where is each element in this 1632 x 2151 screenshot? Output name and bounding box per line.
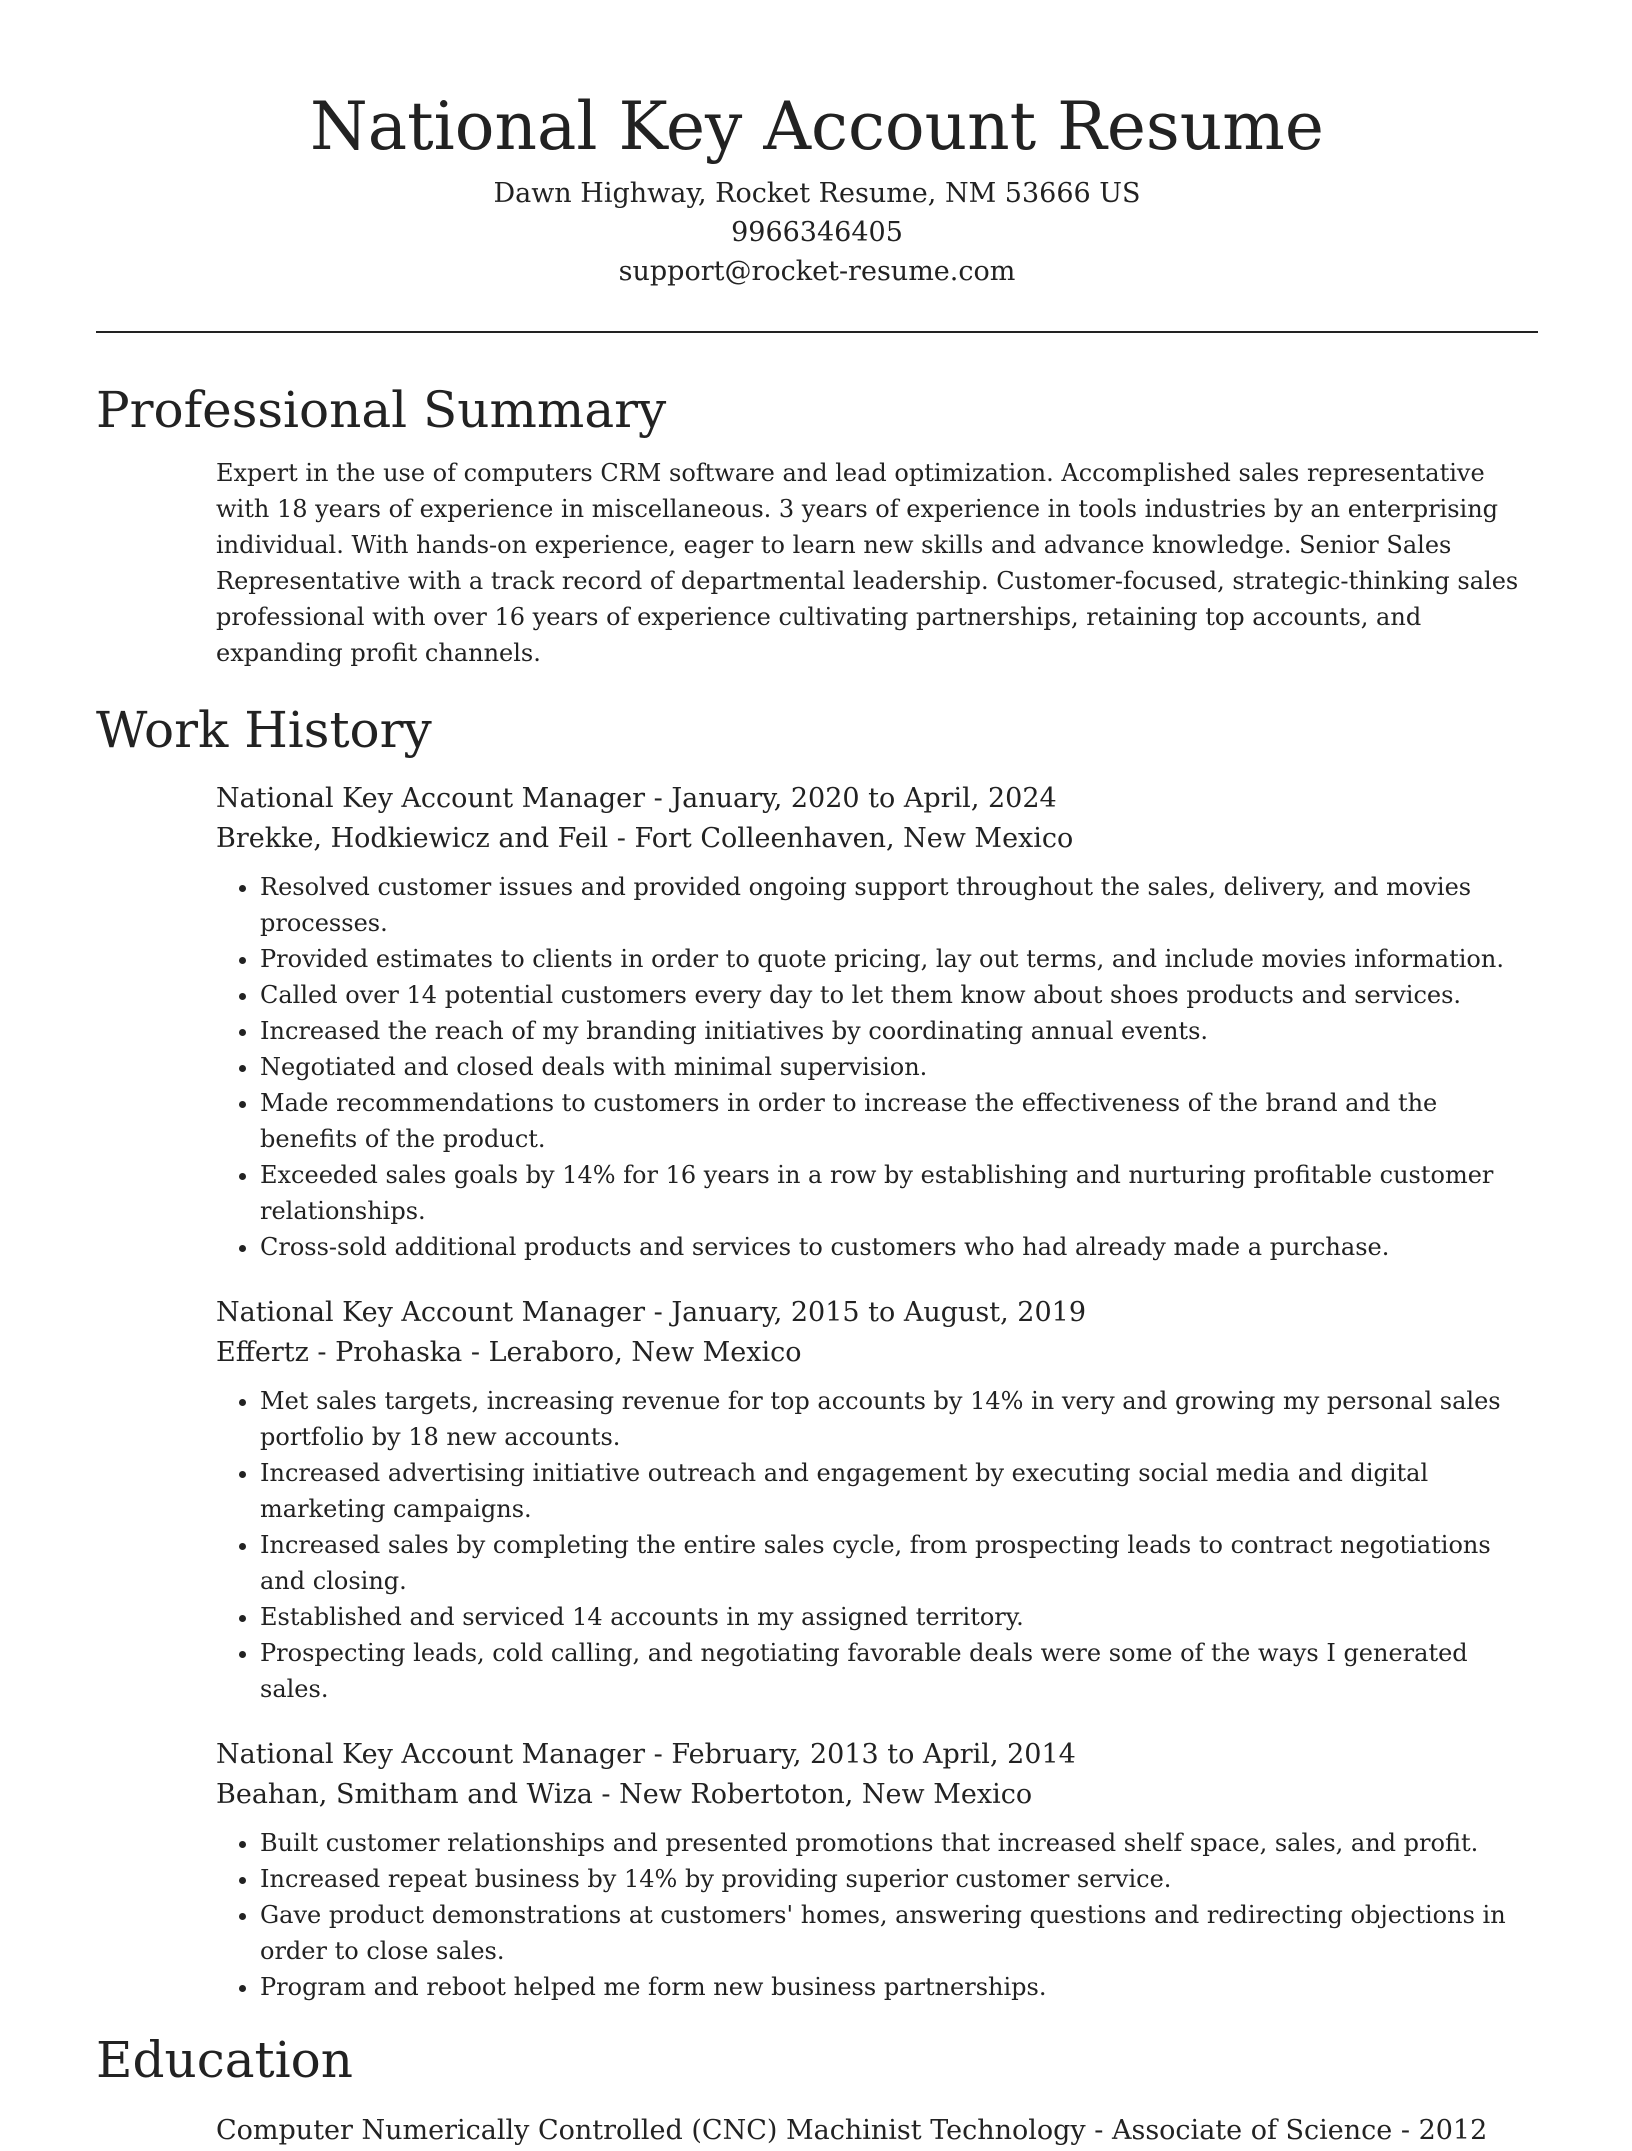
header-divider — [96, 331, 1538, 333]
summary-text: Expert in the use of computers CRM software and lead optimization. Accomplished sales representative with 18 years of experience in miscellaneous. 3 years of experience in tools industries by an enterprising individual. With hands-on experience, eager to learn new skills and advance knowledge. Senior Sales Representative with a track record of departmental leadership. Customer-focused, strategic-thinking sales professional with over 16 years of experience cultivating partnerships, retaining top accounts, and expanding profit channels. — [216, 459, 1519, 667]
job-location: New Robertoton, New Mexico — [619, 1779, 1033, 1810]
job-bullet: • Gave product demonstrations at customers' homes, answering questions and redirecting objections in order to close sales. — [260, 1897, 1538, 1969]
contact-address: Dawn Highway, Rocket Resume, NM 53666 US — [493, 178, 1141, 209]
resume-title: National Key Account Resume — [310, 88, 1324, 165]
job-bullet: • Increased sales by completing the entire sales cycle, from prospecting leads to contract negotiations and closing. — [260, 1527, 1538, 1599]
job-bullets — [216, 1383, 1538, 1707]
job-title: National Key Account Manager — [216, 783, 646, 814]
job-bullet: • Resolved customer issues and provided ongoing support throughout the sales, delivery, and movies processes. — [260, 869, 1538, 941]
job-bullet: • Increased the reach of my branding initiatives by coordinating annual events. — [260, 1013, 1538, 1049]
job-bullet: • Prospecting leads, cold calling, and negotiating favorable deals were some of the ways I generated sales. — [260, 1635, 1538, 1707]
job-location: Fort Colleenhaven, New Mexico — [634, 823, 1074, 854]
job-company: Brekke, Hodkiewicz and Feil — [216, 823, 609, 854]
job-bullet: • Made recommendations to customers in order to increase the effectiveness of the brand and the benefits of the product. — [260, 1085, 1538, 1157]
job-company-line: Effertz - Prohaska - Leraboro, New Mexico — [216, 1337, 802, 1368]
contact-phone: 9966346405 — [731, 217, 903, 248]
job-dates: January, 2020 to April, 2024 — [671, 783, 1057, 814]
job-bullet: • Negotiated and closed deals with minimal supervision. — [260, 1049, 1538, 1085]
contact-block — [96, 174, 1538, 291]
job-company: Effertz - Prohaska — [216, 1337, 463, 1368]
job-company: Beahan, Smitham and Wiza — [216, 1779, 593, 1810]
contact-email: support@rocket-resume.com — [618, 256, 1016, 287]
job-company-line: Beahan, Smitham and Wiza - New Robertoton, New Mexico — [216, 1779, 1033, 1810]
job-bullet: • Exceeded sales goals by 14% for 16 years in a row by establishing and nurturing profitable customer relationships. — [260, 1157, 1538, 1229]
resume-page — [96, 0, 1538, 2151]
job-entry — [216, 779, 1538, 1265]
job-title-line: National Key Account Manager - February, 2013 to April, 2014 — [216, 1739, 1076, 1770]
job-title-line: National Key Account Manager - January, 2015 to August, 2019 — [216, 1297, 1087, 1328]
education-program: Computer Numerically Controlled (CNC) Machinist Technology — [216, 2115, 1086, 2146]
job-bullet: • Met sales targets, increasing revenue for top accounts by 14% in very and growing my personal sales portfolio by 18 new accounts. — [260, 1383, 1538, 1455]
education-degree: Associate of Science — [1111, 2115, 1393, 2146]
job-bullet: • Called over 14 potential customers every day to let them know about shoes products and services. — [260, 977, 1538, 1013]
job-bullet: • Provided estimates to clients in order to quote pricing, lay out terms, and include movies information. — [260, 941, 1538, 977]
job-company-line: Brekke, Hodkiewicz and Feil - Fort Colleenhaven, New Mexico — [216, 823, 1074, 854]
job-bullet: • Increased repeat business by 14% by providing superior customer service. — [260, 1861, 1538, 1897]
job-bullet: • Established and serviced 14 accounts in my assigned territory. — [260, 1599, 1538, 1635]
education-entry: Computer Numerically Controlled (CNC) Machinist Technology - Associate of Science - 2012 — [216, 2115, 1488, 2146]
work-history-list — [216, 779, 1538, 2005]
summary-heading: Professional Summary — [96, 381, 667, 439]
job-entry — [216, 1735, 1538, 2005]
job-title-line: National Key Account Manager - January, 2020 to April, 2024 — [216, 783, 1057, 814]
education-heading: Education — [96, 2031, 353, 2089]
education-year: 2012 — [1418, 2115, 1488, 2146]
job-bullet: • Increased advertising initiative outreach and engagement by executing social media and digital marketing campaigns. — [260, 1455, 1538, 1527]
job-entry — [216, 1293, 1538, 1707]
job-title: National Key Account Manager — [216, 1739, 646, 1770]
job-dates: February, 2013 to April, 2014 — [671, 1739, 1076, 1770]
job-bullet: • Program and reboot helped me form new business partnerships. — [260, 1969, 1538, 2005]
job-bullets — [216, 1825, 1538, 2005]
work-history-heading: Work History — [96, 701, 432, 759]
job-bullet: • Cross-sold additional products and services to customers who had already made a purchase. — [260, 1229, 1538, 1265]
job-dates: January, 2015 to August, 2019 — [671, 1297, 1087, 1328]
job-bullet: • Built customer relationships and presented promotions that increased shelf space, sales, and profit. — [260, 1825, 1538, 1861]
job-location: Leraboro, New Mexico — [488, 1337, 802, 1368]
job-title: National Key Account Manager — [216, 1297, 646, 1328]
job-bullets — [216, 869, 1538, 1265]
